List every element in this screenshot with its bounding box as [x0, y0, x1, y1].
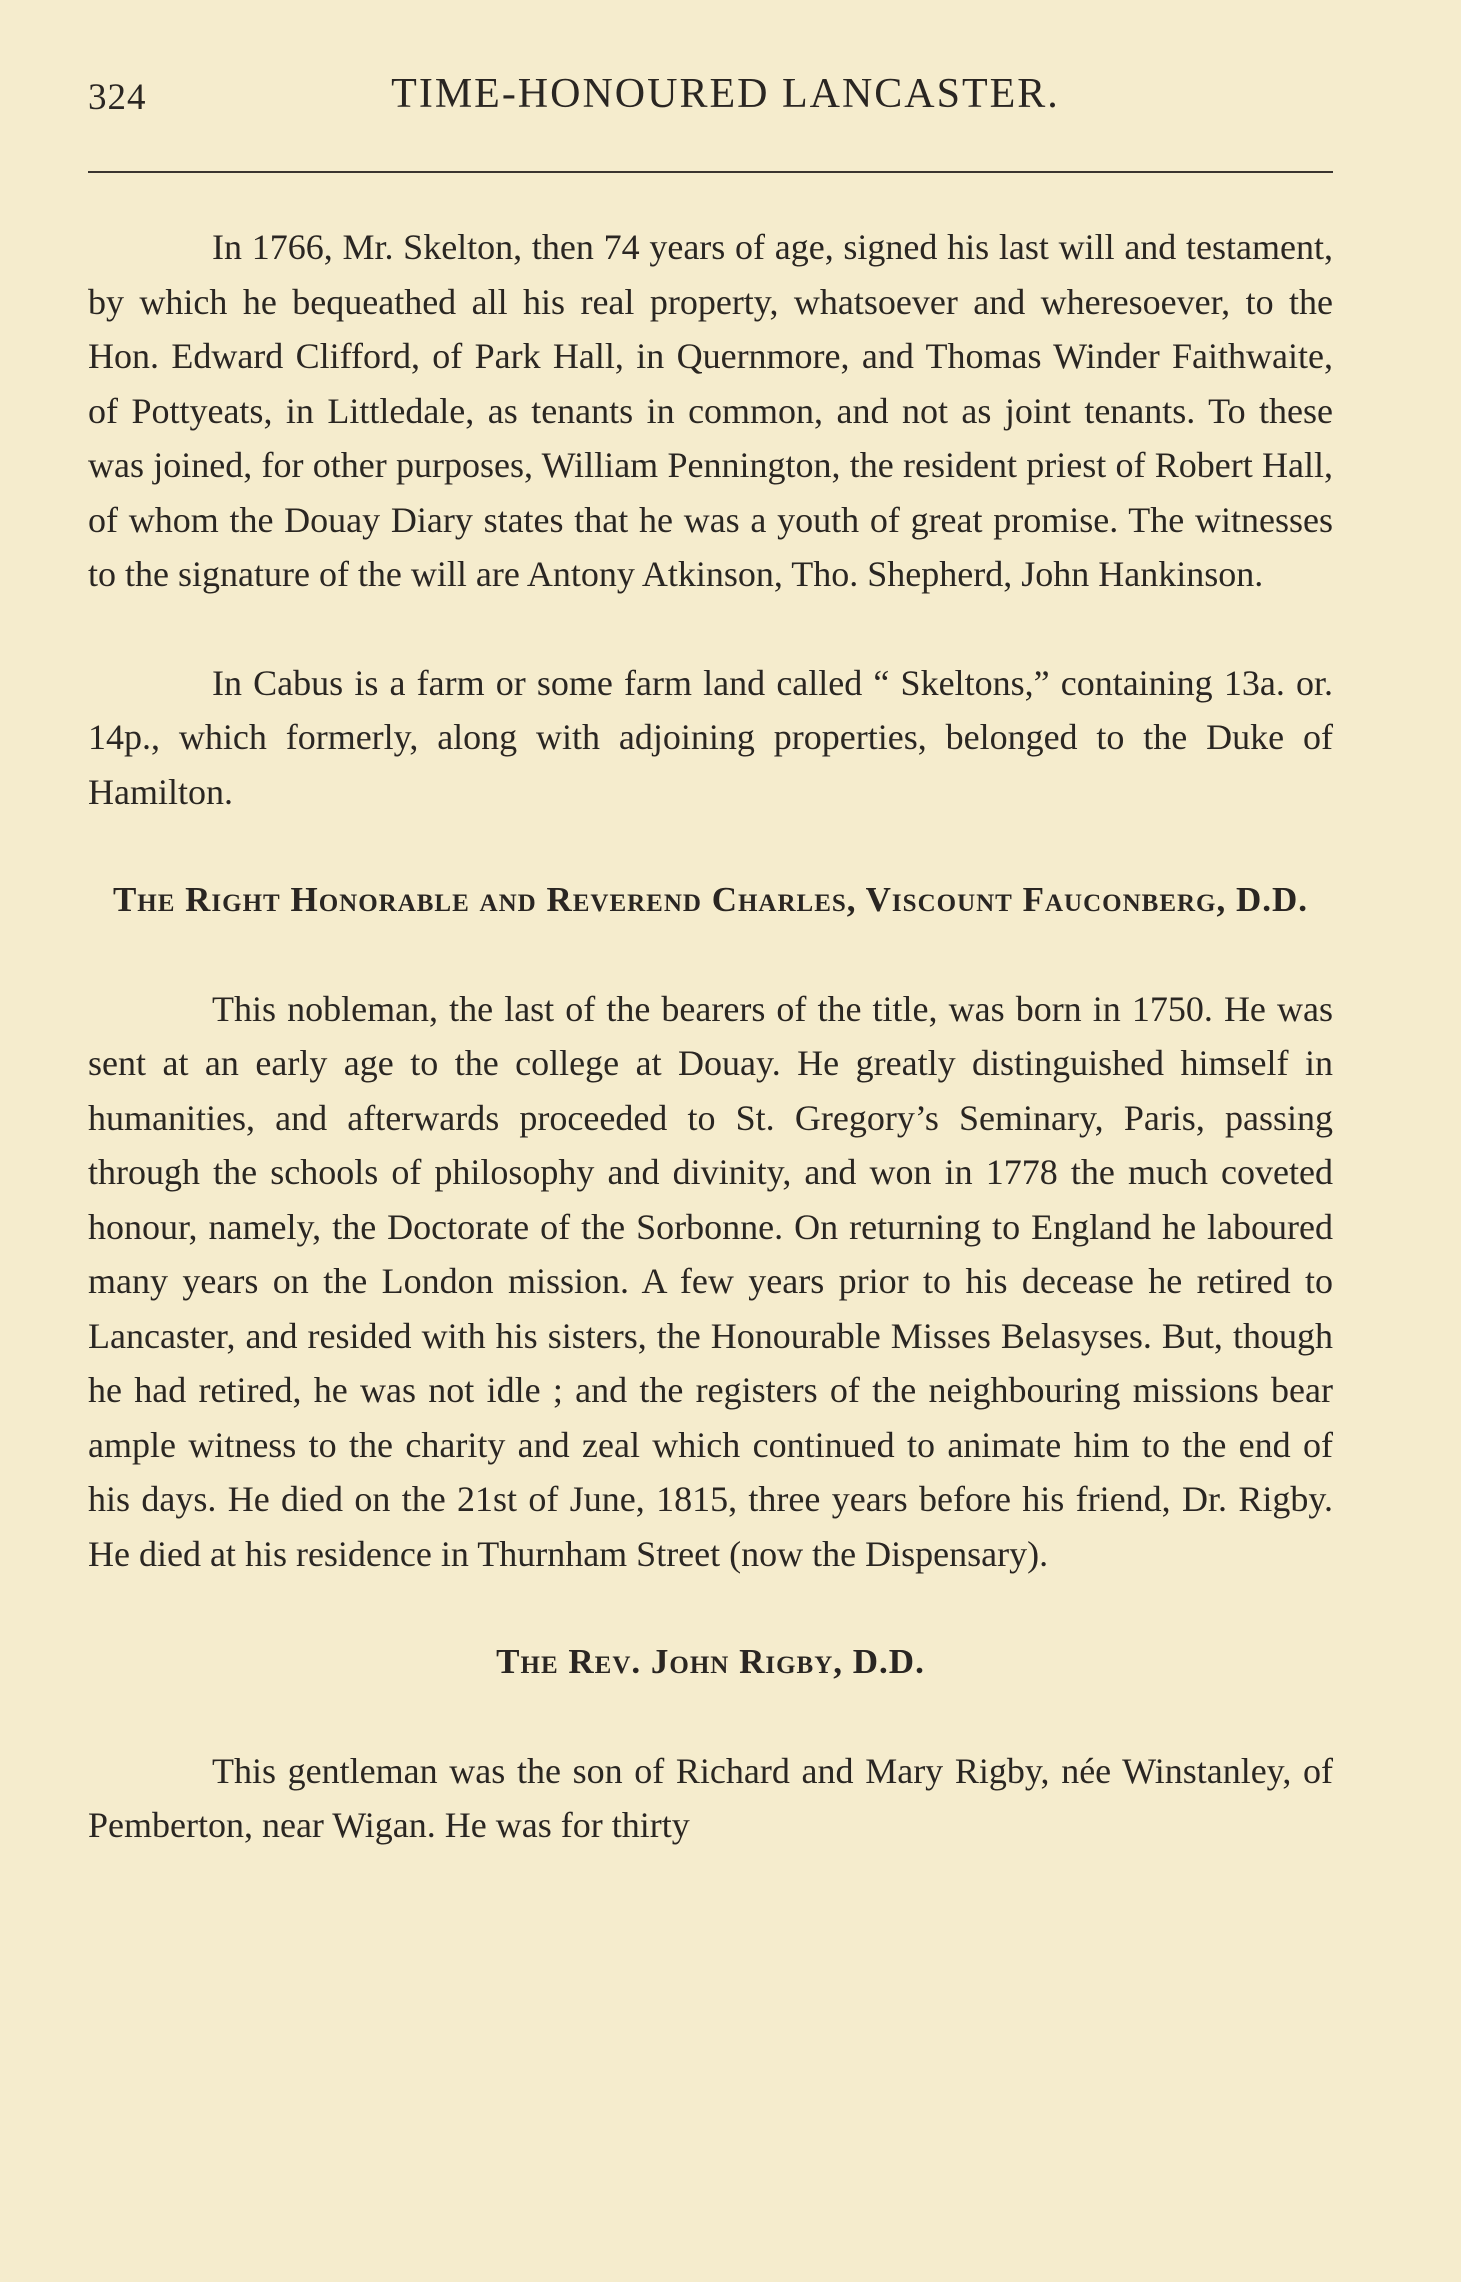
page-number: 324: [88, 77, 147, 118]
section-heading-rigby: The Rev. John Rigby, D.D.: [496, 1642, 925, 1681]
paragraph-cabus-farm: In Cabus is a farm or some farm land called “ Skeltons,” containing 13a. or. 14p., which formerly, along with adjoining properties, belonged to the Duke of Hamilton.: [88, 662, 1333, 812]
header-rule: [88, 171, 1333, 173]
paragraph-fauconberg: This nobleman, the last of the bearers of the title, was born in 1750. He was sent at an early age to the college at Douay. He greatly distinguished himself in humanities, and afterwards proceeded to St. Gregory’s Seminary, Paris, passing through the schools of philosophy and divinity, and won in 1778 the much coveted honour, namely, the Doctorate of the Sorbonne. On returning to England he laboured many years on the London mission. A few years prior to his decease he retired to Lancaster, and resided with his sisters, the Honourable Misses Belasyses. But, though he had retired, he was not idle ; and the registers of the neighbouring missions bear ample witness to the charity and zeal which continued to animate him to the end of his days. He died on the 21st of June, 1815, three years before his friend, Dr. Rigby. He died at his residence in Thurnham Street (now the Dispensary).: [88, 988, 1333, 1574]
running-head: [88, 70, 1333, 130]
paragraph-rigby: This gentleman was the son of Richard and Mary Rigby, née Winstanley, of Pemberton, near Wigan. He was for thirty: [88, 1750, 1333, 1845]
paragraph-skelton-will: In 1766, Mr. Skelton, then 74 years of age, signed his last will and testament, by which he bequeathed all his real property, whatsoever and wheresoever, to the Hon. Edward Clifford, of Park Hall, in Quernmore, and Thomas Winder Faithwaite, of Pottyeats, in Littledale, as tenants in common, and not as joint tenants. To these was joined, for other purposes, William Pennington, the resident priest of Robert Hall, of whom the Douay Diary states that he was a youth of great promise. The witnesses to the signature of the will are Antony Atkinson, Tho. Shepherd, John Hankinson.: [88, 227, 1333, 594]
section-heading-fauconberg: The Right Honorable and Reverend Charles, Viscount Fauconberg, D.D.: [112, 880, 1309, 919]
running-title: TIME-HONOURED LANCASTER.: [391, 71, 1060, 117]
body-text: [88, 220, 1333, 1853]
